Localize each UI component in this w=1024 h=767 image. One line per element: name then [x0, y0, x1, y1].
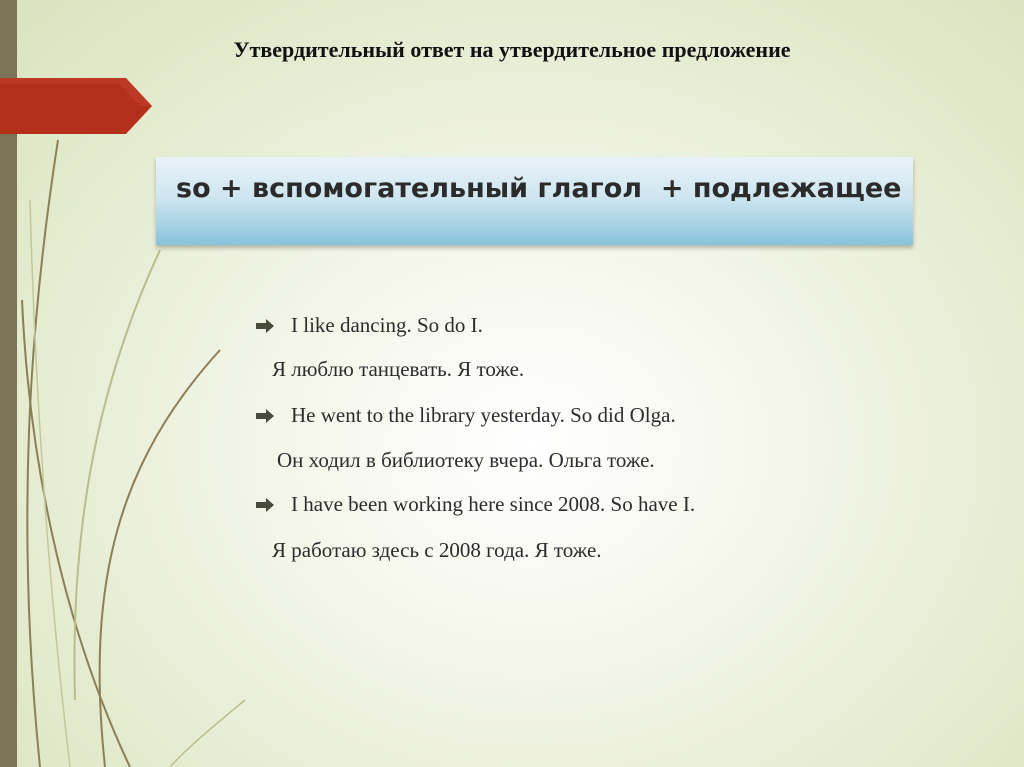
bullet-arrow-icon [255, 409, 275, 423]
bullet-arrow-icon [255, 498, 275, 512]
example-2-russian: Он ходил в библиотеку вчера. Ольга тоже. [277, 448, 655, 472]
example-2-english: He went to the library yesterday. So did Olga. [291, 403, 676, 427]
example-3-english: I have been working here since 2008. So have I. [291, 492, 696, 516]
page-title: Утвердительный ответ на утвердительное предложение [233, 37, 791, 62]
formula-box [156, 157, 913, 245]
bullet-arrow-icon [255, 319, 275, 333]
example-1-english: I like dancing. So do I. [291, 313, 483, 337]
example-1-russian: Я люблю танцевать. Я тоже. [272, 357, 525, 381]
example-3-russian: Я работаю здесь с 2008 года. Я тоже. [272, 538, 602, 562]
red-arrow-tab [0, 78, 152, 134]
formula-text: so + вспомогательный глагол + подлежащее [176, 173, 902, 204]
